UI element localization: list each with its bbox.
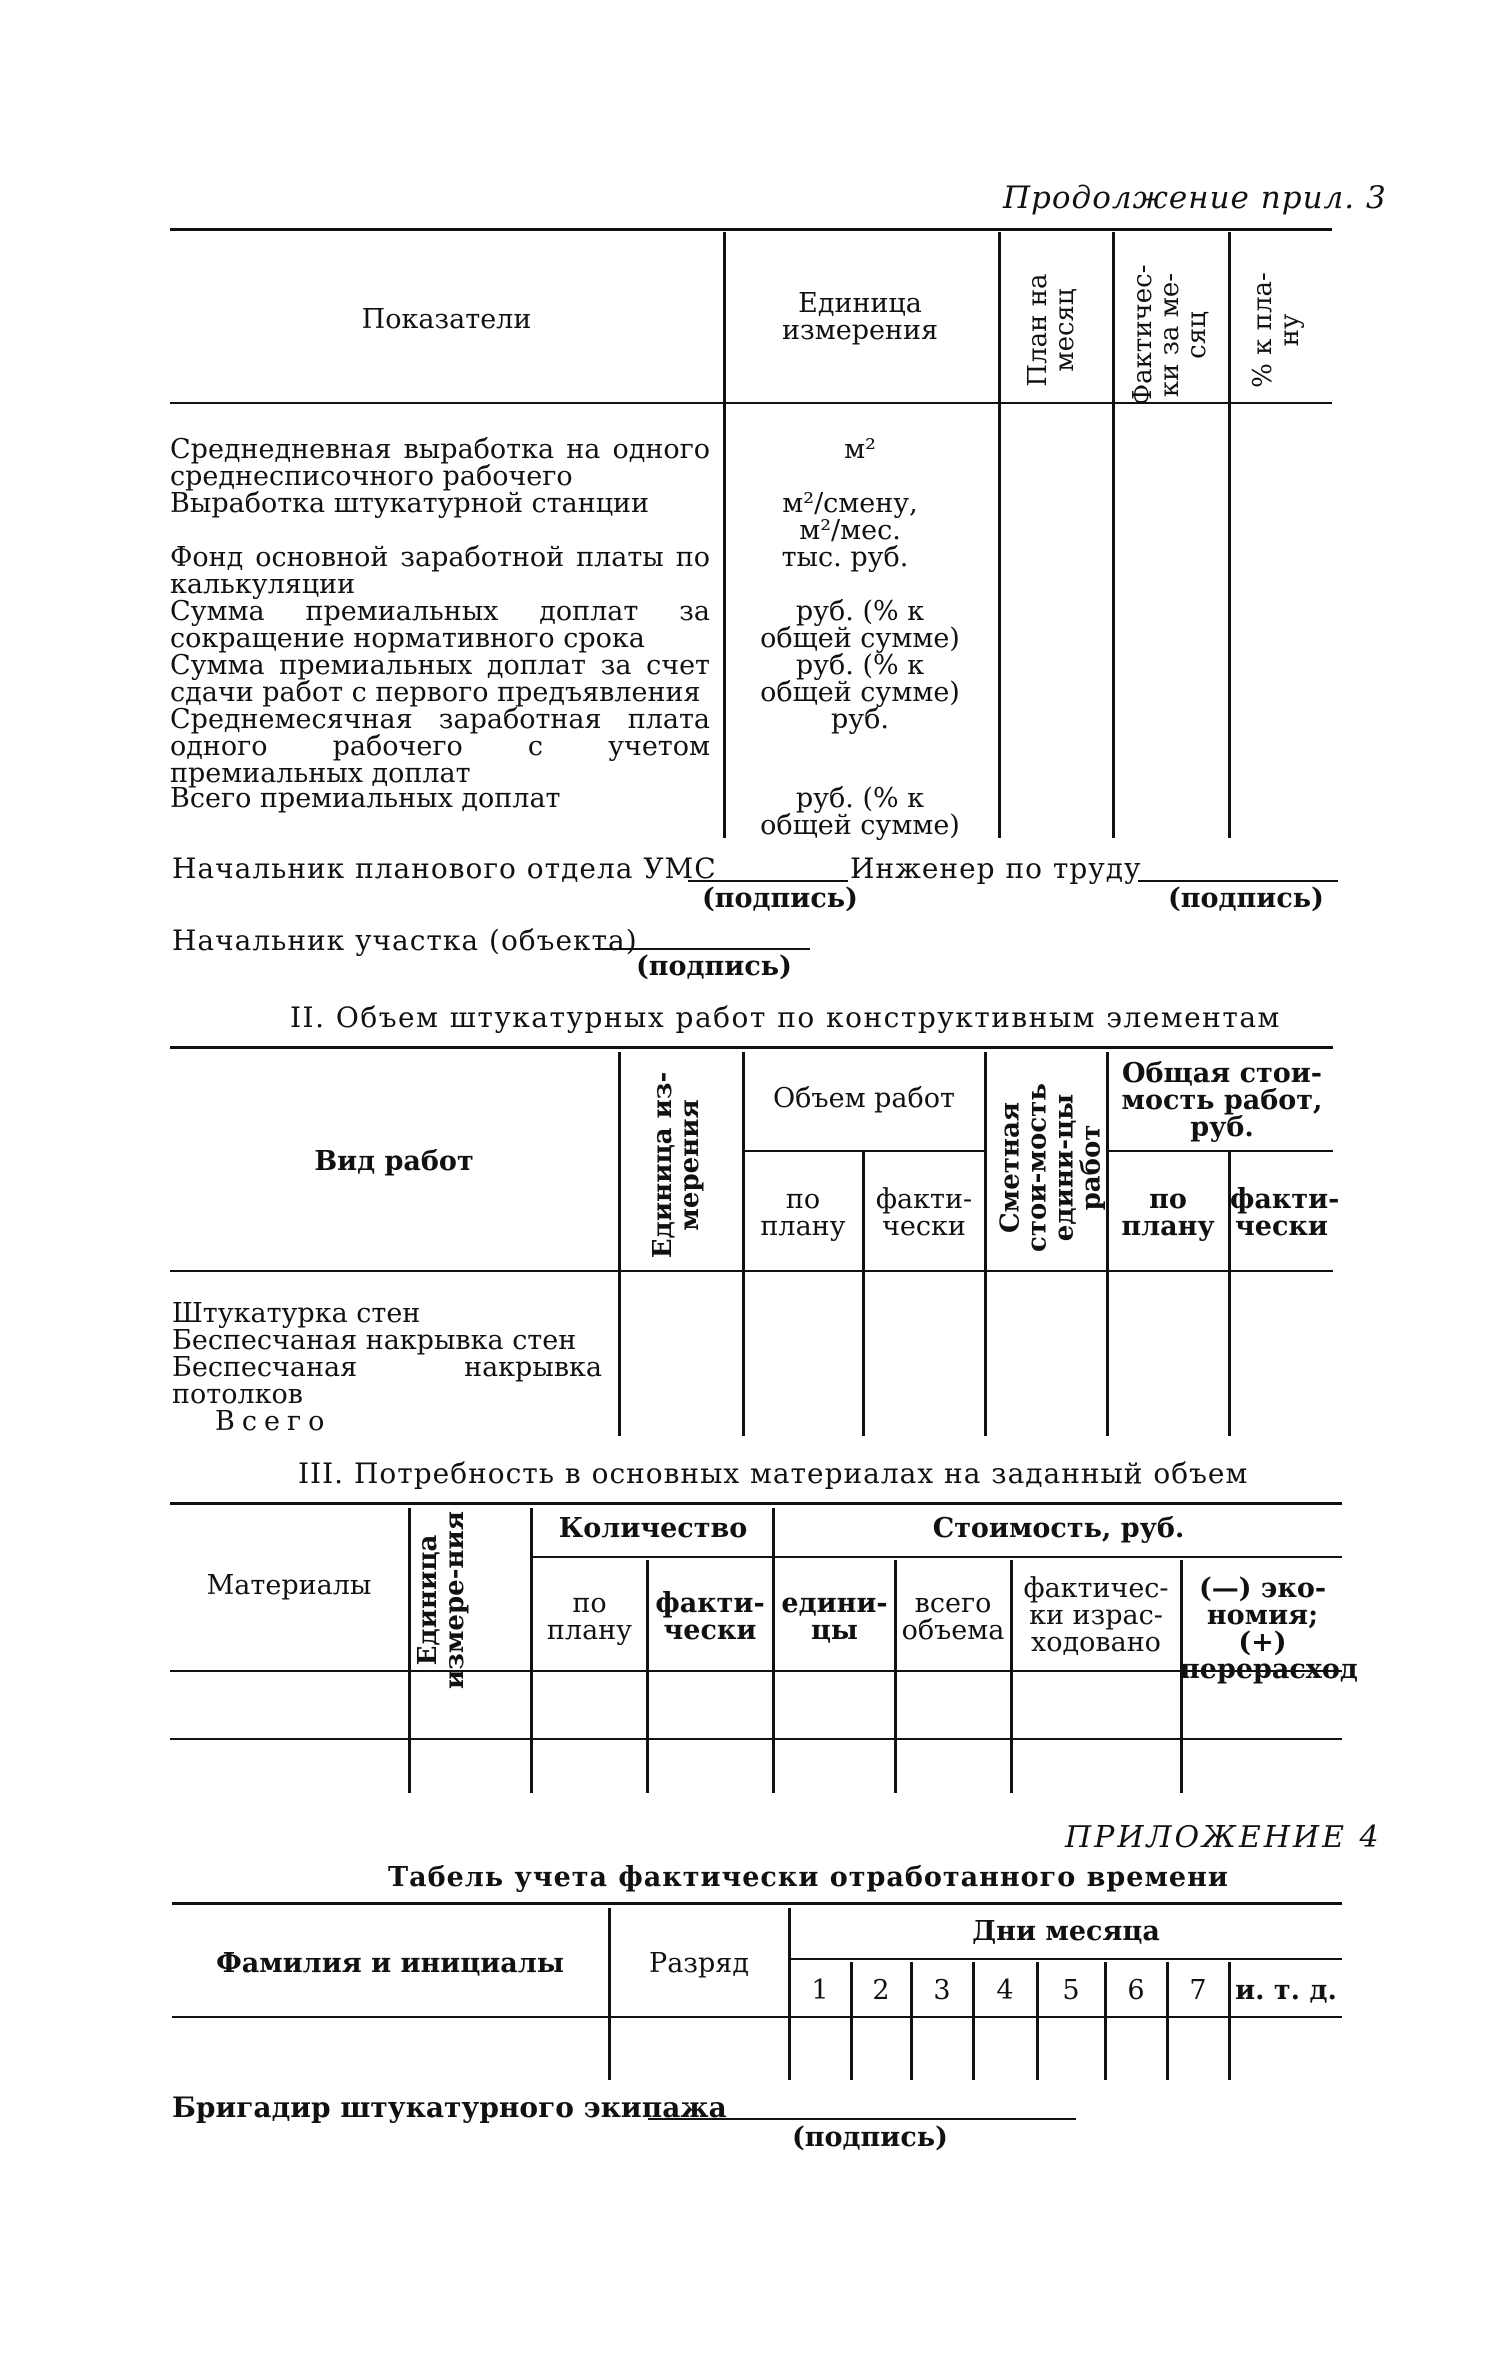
header-total-plan: по плану bbox=[1121, 1184, 1215, 1242]
head-planning-label: Начальник планового отдела УМС bbox=[172, 852, 717, 885]
header-volume: Объем работ bbox=[773, 1083, 955, 1114]
header-materials: Материалы bbox=[206, 1570, 372, 1601]
day-3: 3 bbox=[933, 1975, 951, 2006]
work-row-2: Беспесчаная накрывка стен bbox=[172, 1325, 577, 1356]
foreman-label: Бригадир штукатурного экипажа bbox=[172, 2091, 727, 2124]
day-6: 6 bbox=[1127, 1975, 1145, 2006]
row7-unit: руб. (% к общей сумме) bbox=[760, 783, 960, 841]
section2-title: II. Объем штукатурных работ по конструктивным элементам bbox=[290, 1001, 1281, 1034]
header-unit-3: Единица измере-ния bbox=[413, 1510, 470, 1690]
signature-caption-2: (подпись) bbox=[1168, 883, 1324, 914]
header-total-actual: факти-чески bbox=[1230, 1184, 1340, 1242]
work-row-3: Беспесчаная накрывка потолков bbox=[172, 1352, 602, 1410]
header-unit: Единица измерения bbox=[782, 288, 938, 346]
appendix4-title: Табель учета фактически отработанного времени bbox=[388, 1862, 1229, 1893]
signature-line-planning bbox=[688, 880, 848, 882]
work-row-total: Всего bbox=[215, 1406, 332, 1437]
row5-unit: руб. (% к общей сумме) bbox=[760, 650, 960, 708]
header-days: Дни месяца bbox=[972, 1916, 1160, 1947]
header-indicators: Показатели bbox=[361, 304, 532, 335]
header-actual-month: Фактичес-ки за ме-сяц bbox=[1128, 264, 1212, 406]
row4-indicator: Сумма премиальных доплат за сокращение нормативного срока bbox=[170, 596, 710, 654]
row1-indicator: Среднедневная выработка на одного среднесписочного рабочего bbox=[170, 434, 710, 492]
signature-line-foreman bbox=[648, 2118, 1076, 2120]
header-plan-month: План на месяц bbox=[1023, 273, 1080, 387]
signature-caption-3: (подпись) bbox=[636, 951, 792, 982]
signature-caption-1: (подпись) bbox=[702, 883, 858, 914]
work-row-1: Штукатурка стен bbox=[172, 1298, 421, 1329]
header-per-unit: едини-цы bbox=[781, 1588, 888, 1646]
row5-indicator: Сумма премиальных доплат за счет сдачи работ с первого предъявления bbox=[170, 650, 710, 708]
day-2: 2 bbox=[872, 1975, 890, 2006]
row3-indicator: Фонд основной заработной платы по калькуляции bbox=[170, 542, 710, 600]
row2-unit: м²/смену, м²/мес. bbox=[782, 488, 918, 546]
row6-indicator: Среднемесячная заработная плата одного рабочего с учетом премиальных доплат bbox=[170, 704, 710, 789]
header-qty-plan: по плану bbox=[546, 1588, 633, 1646]
header-volume-plan: по плану bbox=[760, 1184, 846, 1242]
day-7: 7 bbox=[1189, 1975, 1207, 2006]
row6-unit: руб. bbox=[830, 704, 889, 735]
header-total-cost: Общая стои-мость работ, руб. bbox=[1121, 1058, 1323, 1143]
row1-unit: м² bbox=[844, 434, 876, 465]
appendix4-label: ПРИЛОЖЕНИЕ 4 bbox=[1065, 1820, 1382, 1855]
header-grade: Разряд bbox=[649, 1948, 749, 1979]
row7-indicator: Всего премиальных доплат bbox=[170, 783, 561, 814]
row2-indicator: Выработка штукатурной станции bbox=[170, 488, 650, 519]
head-section-label: Начальник участка (объекта) bbox=[172, 924, 638, 957]
header-unit-2: Единица из-мерения bbox=[648, 1071, 705, 1259]
header-unit-cost: Сметная стои-мость едини-цы работ bbox=[995, 1083, 1107, 1252]
header-cost: Стоимость, руб. bbox=[932, 1513, 1185, 1544]
header-quantity: Количество bbox=[558, 1513, 748, 1544]
section3-title: III. Потребность в основных материалах на заданный объем bbox=[298, 1457, 1249, 1490]
signature-line-engineer bbox=[1138, 880, 1338, 882]
header-qty-actual: факти-чески bbox=[655, 1588, 765, 1646]
header-total-volume: всего объема bbox=[901, 1588, 1005, 1646]
day-5: 5 bbox=[1062, 1975, 1080, 2006]
row3-unit: тыс. руб. bbox=[781, 542, 909, 573]
row4-unit: руб. (% к общей сумме) bbox=[760, 596, 960, 654]
header-actually-spent: фактичес-ки израс-ходовано bbox=[1023, 1573, 1169, 1658]
continuation-note: Продолжение прил. 3 bbox=[1003, 180, 1387, 216]
day-1: 1 bbox=[811, 1975, 829, 2006]
day-etc: и. т. д. bbox=[1235, 1975, 1337, 2006]
header-economy: (—) эко-номия; (+) перерасход bbox=[1180, 1573, 1358, 1685]
day-4: 4 bbox=[996, 1975, 1014, 2006]
header-percent-plan: % к пла-ну bbox=[1248, 272, 1305, 388]
header-name: Фамилия и инициалы bbox=[216, 1948, 564, 1979]
header-volume-actual: факти-чески bbox=[875, 1184, 973, 1242]
header-work-type: Вид работ bbox=[314, 1146, 474, 1177]
engineer-label: Инженер по труду bbox=[850, 852, 1142, 885]
signature-caption-foreman: (подпись) bbox=[792, 2122, 948, 2153]
signature-line-section bbox=[595, 948, 810, 950]
